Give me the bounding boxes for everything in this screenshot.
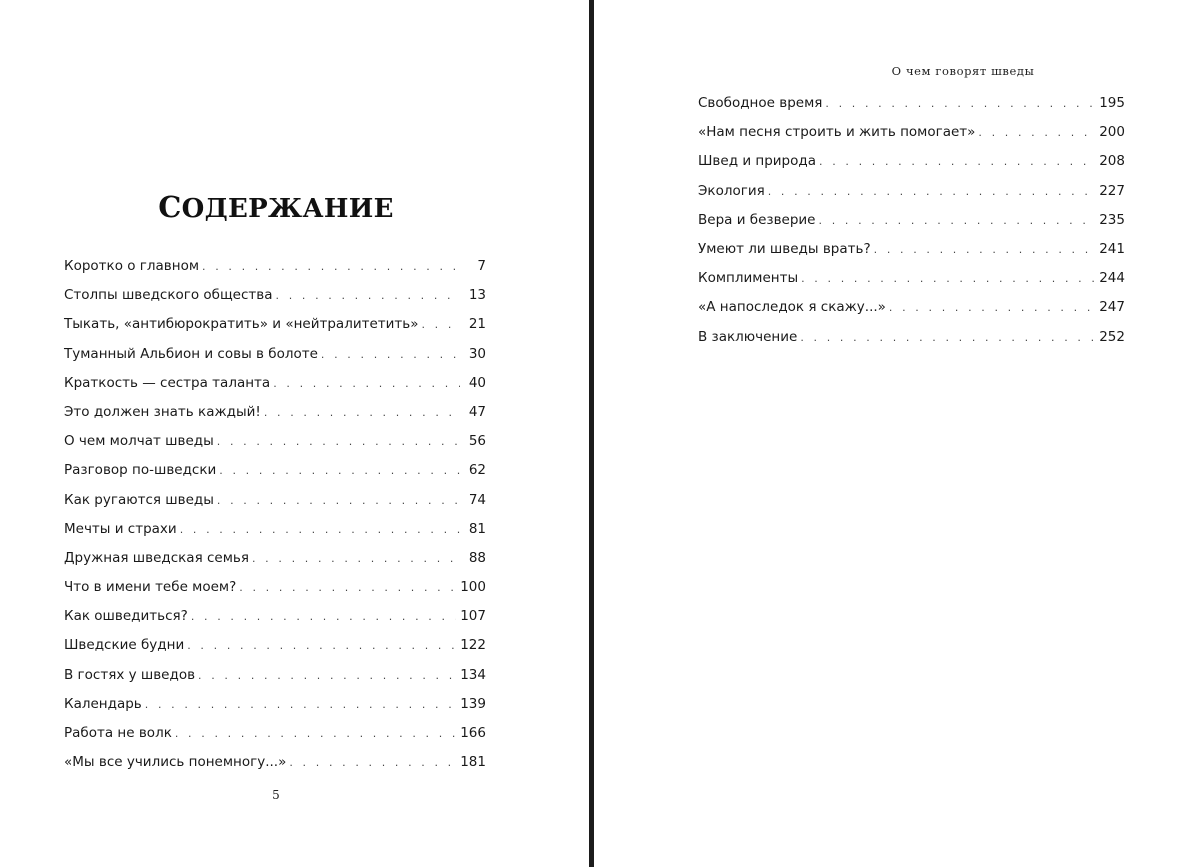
toc-entry-title: Тыкать, «антибюрократить» и «нейтралитетить»	[64, 316, 419, 333]
toc-entry	[64, 751, 486, 780]
dot-leader	[239, 577, 456, 599]
toc-entry-page: 100	[460, 579, 486, 596]
toc-entry-page: 107	[460, 608, 486, 625]
toc-entry-page: 81	[468, 520, 486, 537]
dot-leader	[819, 151, 1095, 173]
toc-entry	[698, 296, 1125, 325]
dot-leader	[191, 606, 456, 628]
toc-title-rest: ОДЕРЖАНИЕ	[181, 194, 394, 224]
toc-entry-title: «Мы все учились понемногу...»	[64, 754, 287, 771]
dot-leader	[825, 93, 1095, 115]
toc-entry-page: 74	[468, 491, 486, 508]
toc-entry	[64, 722, 486, 751]
toc-entry-title: Мечты и страхи	[64, 520, 177, 537]
toc-entry-title: Календарь	[64, 695, 142, 712]
toc-entry-page: 21	[468, 316, 486, 333]
toc-entry	[64, 576, 486, 605]
toc-entry	[698, 121, 1125, 150]
dot-leader	[252, 548, 460, 570]
toc-entry-title: Дружная шведская семья	[64, 549, 249, 566]
toc-entry	[64, 401, 486, 430]
dot-leader	[264, 402, 460, 424]
dot-leader	[219, 460, 460, 482]
dot-leader	[145, 694, 456, 716]
toc-entry-title: Вера и безверие	[698, 211, 816, 228]
dot-leader	[874, 239, 1096, 261]
dot-leader	[421, 314, 460, 336]
toc-entry-page: 247	[1099, 299, 1125, 316]
toc-entry-title: Столпы шведского общества	[64, 287, 273, 304]
toc-entry-page: 227	[1099, 182, 1125, 199]
toc-entry-page: 7	[477, 258, 486, 274]
toc-entry-page: 13	[468, 287, 486, 304]
dot-leader	[217, 431, 460, 453]
toc-entry-page: 30	[468, 345, 486, 362]
toc-entry-title: Свободное время	[698, 95, 823, 111]
toc-entry	[698, 238, 1125, 267]
toc-entry-page: 195	[1099, 95, 1125, 111]
toc-entry-title: Шведские будни	[64, 637, 185, 654]
toc-entry	[64, 634, 486, 663]
dot-leader	[289, 752, 456, 774]
toc-entry	[64, 313, 486, 342]
dot-leader	[801, 268, 1095, 290]
dot-leader	[321, 344, 460, 366]
toc-entry	[64, 372, 486, 401]
dot-leader	[978, 122, 1095, 144]
toc-entry	[64, 430, 486, 459]
toc-entry-title: Комплименты	[698, 270, 799, 287]
toc-entry	[698, 180, 1125, 209]
toc-entry-page: 200	[1099, 124, 1125, 141]
toc-entry	[698, 150, 1125, 179]
toc-entry-title: Туманный Альбион и совы в болоте	[64, 345, 318, 362]
dot-leader	[768, 181, 1096, 203]
toc-entry-title: Краткость — сестра таланта	[64, 374, 271, 391]
dot-leader	[819, 210, 1096, 232]
toc-entry-page: 166	[460, 725, 486, 741]
dot-leader	[180, 519, 460, 541]
toc-entry	[64, 547, 486, 576]
toc-entry-page: 235	[1099, 211, 1125, 228]
toc-list-left	[64, 255, 486, 780]
toc-title-initial: С	[158, 190, 182, 224]
toc-entry-title: «Нам песня строить и жить помогает»	[698, 124, 976, 141]
toc-entry-title: Швед и природа	[698, 153, 816, 170]
toc-entry	[64, 693, 486, 722]
toc-entry-page: 139	[460, 695, 486, 712]
left-page	[0, 0, 589, 867]
toc-entry-title: Это должен знать каждый!	[64, 403, 261, 420]
toc-entry-page: 252	[1099, 328, 1125, 345]
dot-leader	[273, 373, 460, 395]
dot-leader	[217, 490, 460, 512]
toc-entry-page: 56	[468, 433, 486, 450]
toc-entry	[64, 664, 486, 693]
dot-leader	[800, 327, 1095, 349]
toc-entry-page: 134	[460, 666, 486, 683]
toc-entry	[64, 284, 486, 313]
toc-entry-title: Коротко о главном	[64, 258, 200, 274]
toc-entry	[698, 267, 1125, 296]
toc-list-right	[698, 92, 1125, 355]
dot-leader	[889, 297, 1095, 319]
toc-entry	[698, 326, 1125, 355]
dot-leader	[202, 256, 460, 278]
toc-entry-title: О чем молчат шведы	[64, 433, 214, 450]
toc-entry	[698, 92, 1125, 121]
page-number: 5	[272, 788, 280, 802]
toc-entry-page: 88	[468, 549, 486, 566]
toc-entry-title: Как ошведиться?	[64, 608, 188, 625]
running-header: О чем говорят шведы	[891, 64, 1035, 78]
toc-entry	[64, 343, 486, 372]
toc-entry-title: В заключение	[698, 328, 798, 345]
toc-entry-page: 244	[1099, 270, 1125, 287]
toc-entry	[64, 255, 486, 284]
dot-leader	[276, 285, 460, 307]
dot-leader	[198, 665, 456, 687]
toc-entry-page: 47	[468, 403, 486, 420]
dot-leader	[175, 723, 456, 745]
toc-entry-page: 241	[1099, 240, 1125, 257]
right-page	[594, 0, 1185, 867]
toc-entry-title: Что в имени тебе моем?	[64, 579, 237, 596]
toc-entry-page: 181	[460, 754, 486, 771]
toc-entry-page: 62	[468, 462, 486, 479]
toc-entry-title: В гостях у шведов	[64, 666, 196, 683]
toc-entry	[64, 459, 486, 488]
dot-leader	[187, 635, 456, 657]
toc-entry	[64, 518, 486, 547]
toc-entry-title: Экология	[698, 182, 765, 199]
toc-entry-page: 208	[1099, 153, 1125, 170]
toc-entry-page: 122	[460, 637, 486, 654]
toc-entry-title: Как ругаются шведы	[64, 491, 214, 508]
toc-entry	[64, 605, 486, 634]
toc-entry-title: Умеют ли шведы врать?	[698, 240, 871, 257]
toc-entry-title: Разговор по-шведски	[64, 462, 217, 479]
toc-entry-title: «А напоследок я скажу...»	[698, 299, 886, 316]
toc-entry	[698, 209, 1125, 238]
toc-entry-page: 40	[468, 374, 486, 391]
toc-title	[64, 190, 488, 224]
toc-entry-title: Работа не волк	[64, 725, 172, 741]
toc-entry	[64, 489, 486, 518]
